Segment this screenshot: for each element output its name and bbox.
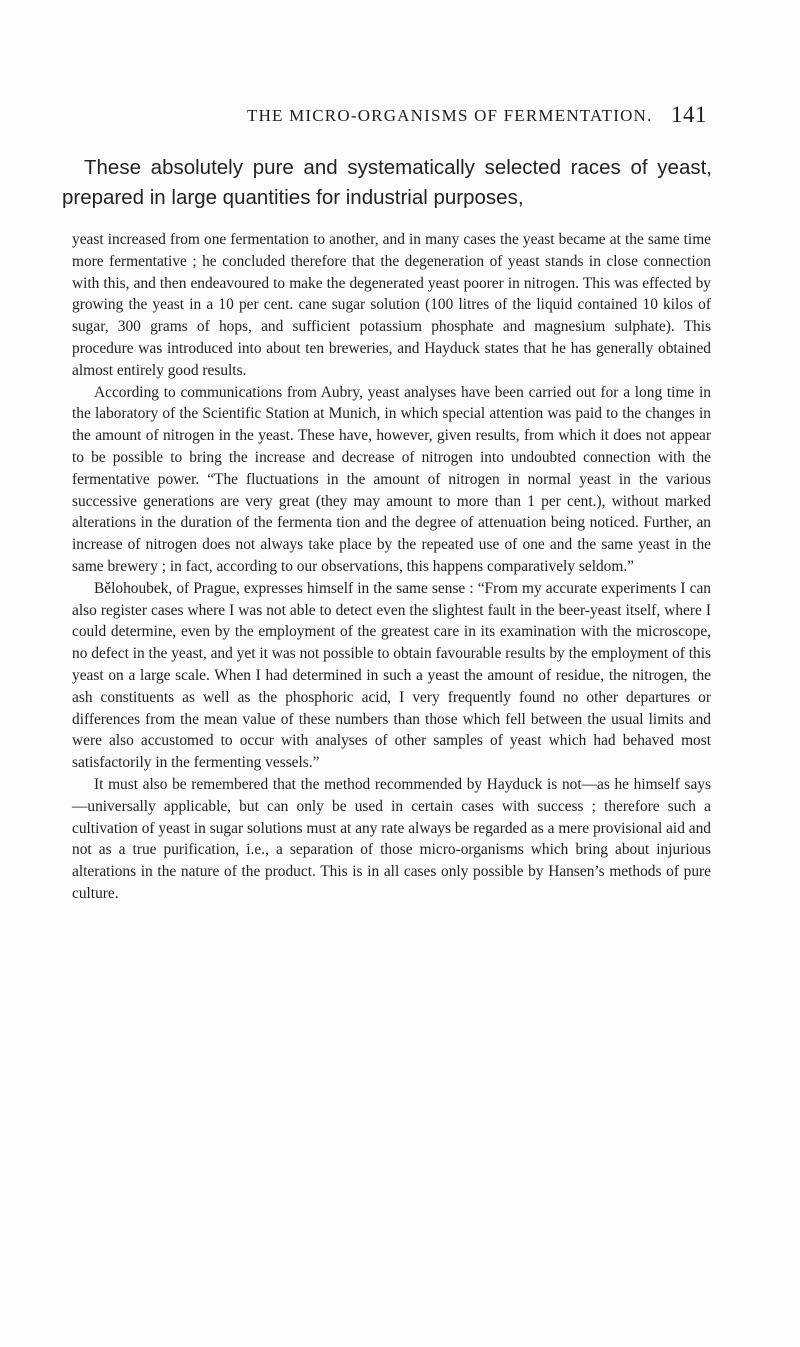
page-number: 141 xyxy=(671,102,707,127)
paragraph-hayduck-method: It must also be remembered that the method recommended by Hayduck is not—as he himself says—universally applicable, but can only be used in certain cases with success ; therefore such a cultivation of yeast in sugar solutions must at any rate always be regarded as a mere provisional aid and not as a true purification, i.e., a separation of those micro-organisms which bring about injurious alterations in the nature of the product. This is in all cases only possible by Hansen’s methods of pure culture. xyxy=(72,775,711,902)
paragraph-continuation: yeast increased from one fermentation to another, and in many cases the yeast became at the same time more fermentative ; he concluded therefore that the degeneration of yeast stands in close connection with this, and then endeavoured to make the degenerated yeast poorer in nitrogen. This was effected by growing the yeast in a 10 per cent. cane sugar solution (100 litres of the liquid contained 10 kilos of sugar, 300 grams of hops, and sufficient potassium phosphate and magnesium sulphate). This procedure was introduced into about ten breweries, and Hayduck states that he has generally obtained almost entirely good results. xyxy=(72,231,711,379)
running-header xyxy=(247,102,707,134)
insert-note-text: These absolutely pure and systematically selected races of yeast, prepared in large quantities for industrial purposes, xyxy=(62,156,712,209)
paragraph-aubry: According to communications from Aubry, yeast analyses have been carried out for a long time in the laboratory of the Scientific Station at Munich, in which special attention was paid to the changes in the amount of nitrogen in the yeast. These have, however, given results, from which it does not appear to be possible to bring the increase and decrease of nitrogen into undoubted connection with the fermentative power. “The fluctuations in the amount of nitrogen in normal yeast in the various successive generations are very great (they may amount to more than 1 per cent.), without marked alterations in the duration of the fermenta tion and the degree of attenuation being noticed. Further, an increase of nitrogen does not always take place by the repeated use of one and the same yeast in the same brewery ; in fact, according to our observations, this happens comparatively seldom.” xyxy=(72,383,711,575)
body-text xyxy=(72,229,711,905)
paragraph-belohoubek: Bělohoubek, of Prague, expresses himself in the same sense : “From my accurate experiments I can also register cases where I was not able to detect even the slightest fault in the beer-yeast itself, where I could determine, even by the employment of the greatest care in its examination with the microscope, no defect in the yeast, and yet it was not possible to obtain favourable results by the employment of this yeast on a large scale. When I had determined in such a yeast the amount of residue, the nitrogen, the ash constituents as well as the phosphoric acid, I very frequently found no other departures or differences from the mean value of these numbers than those which fell between the usual limits and were also accustomed to occur with analyses of other samples of yeast which had behaved most satisfactorily in the fermenting vessels.” xyxy=(72,579,711,772)
running-title: THE MICRO-ORGANISMS OF FERMENTATION. xyxy=(247,106,653,125)
insert-note xyxy=(62,153,712,213)
